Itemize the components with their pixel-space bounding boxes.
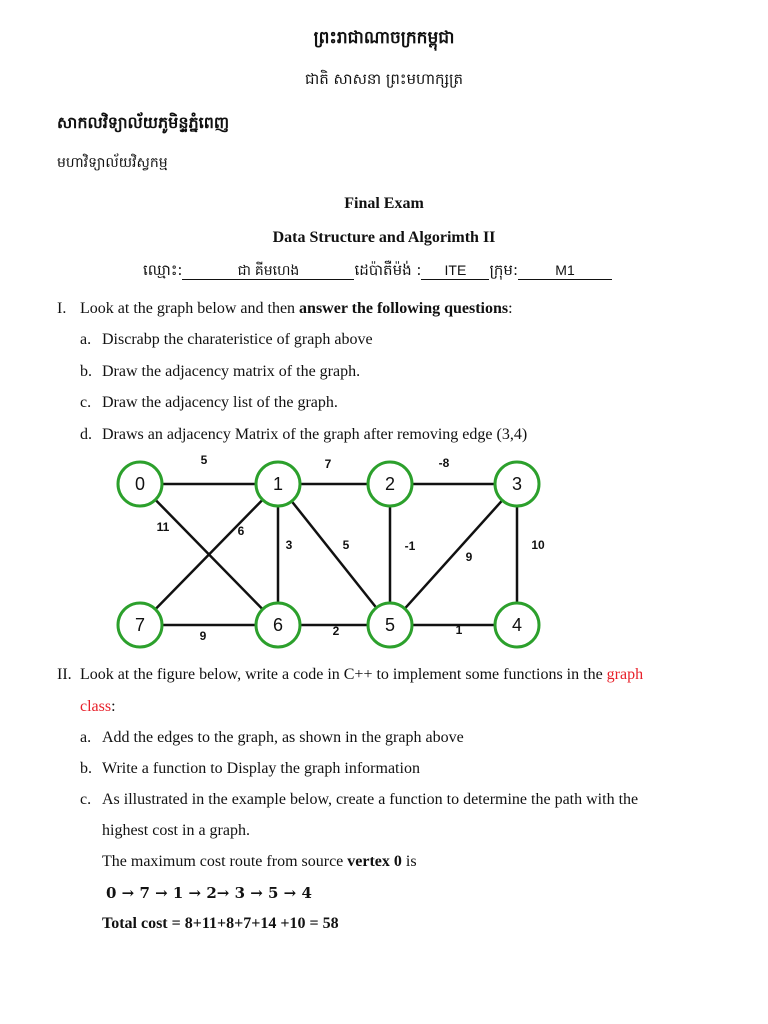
example-total-cost: Total cost = 8+11+8+7+14 +10 = 58 [102, 915, 339, 932]
node-label-3: 3 [511, 474, 523, 494]
edge-weight-3-4: 10 [531, 538, 545, 552]
graph-edge-3-5 [405, 500, 503, 608]
node-label-7: 7 [134, 615, 146, 635]
edge-weight-5-4: 1 [455, 623, 463, 637]
node-label-4: 4 [511, 615, 523, 635]
part1-item-d: Draws an adjacency Matrix of the graph after removing edge (3,4) [102, 426, 528, 443]
part2-item-a: Add the edges to the graph, as shown in the graph above [102, 729, 464, 746]
faculty-name: មហាវិទ្យាល័យវិស្វកម្ម [57, 155, 168, 171]
part1-item-b: Draw the adjacency matrix of the graph. [102, 363, 361, 380]
part1-item-c: Draw the adjacency list of the graph. [102, 394, 338, 411]
department-label: ដេប៉ាតឺម៉ង់ : [354, 261, 422, 279]
edge-weight-1-5: 5 [342, 538, 350, 552]
exam-subject: Data Structure and Algorimth II [272, 229, 496, 246]
example-path: 0 → 7 → 1 → 2→ 3 → 5 → 4 [106, 884, 312, 902]
node-label-2: 2 [384, 474, 396, 494]
part2-intro-line2 [80, 698, 116, 716]
edge-weight-6-5: 2 [332, 624, 340, 638]
university-name: សាកលវិទ្យាល័យភូមិន្ទភ្នំពេញ [57, 113, 230, 132]
part2-intro-end: : [111, 698, 116, 715]
kingdom-title: ព្រះរាជាណាចក្រកម្ពុជា [313, 28, 455, 48]
part1-item-d-letter: d. [80, 426, 92, 443]
part2-intro [80, 666, 643, 684]
exam-title: Final Exam [344, 195, 424, 212]
part2-item-b: Write a function to Display the graph information [102, 760, 420, 777]
edge-weight-0-6: 11 [156, 520, 170, 534]
part1-intro-bold: answer the following questions [299, 300, 509, 317]
part2-item-a-letter: a. [80, 729, 92, 746]
group-label: ក្រុម: [489, 261, 519, 279]
department-field: ITE [421, 261, 489, 280]
example-text: The maximum cost route from source [102, 853, 348, 870]
edge-weight-7-6: 9 [199, 629, 207, 643]
graph-edge-1-5 [292, 501, 377, 608]
part1-numeral: I. [57, 300, 67, 317]
example-end: is [401, 853, 417, 870]
part2-numeral: II. [57, 666, 72, 683]
part2-intro-graph: graph [606, 666, 644, 683]
node-label-6: 6 [272, 615, 284, 635]
edge-weight-2-3: -8 [438, 456, 450, 470]
example-sentence [102, 853, 417, 871]
node-label-5: 5 [384, 615, 396, 635]
edge-weight-1-6: 3 [285, 538, 293, 552]
part2-item-c-line2: highest cost in a graph. [102, 822, 250, 839]
group-field: M1 [518, 261, 612, 280]
part2-intro-text: Look at the figure below, write a code in C++ to implement some functions in the [80, 666, 607, 683]
motto: ជាតិ សាសនា ព្រះមហាក្សត្រ [304, 70, 464, 88]
part1-item-b-letter: b. [80, 363, 92, 380]
edge-weight-3-5: 9 [465, 550, 473, 564]
edge-weight-0-1: 5 [200, 453, 208, 467]
part2-item-c-letter: c. [80, 791, 92, 808]
name-label: ឈ្មោះ: [143, 261, 183, 279]
node-label-1: 1 [272, 474, 284, 494]
part2-item-c: As illustrated in the example below, create a function to determine the path with the [102, 791, 639, 808]
part2-item-b-letter: b. [80, 760, 92, 777]
edge-weight-2-5: -1 [404, 539, 416, 553]
example-vertex: vertex 0 [347, 853, 402, 870]
edge-weight-1-7: 6 [237, 524, 245, 538]
node-label-0: 0 [134, 474, 146, 494]
part1-intro-text: Look at the graph below and then [80, 300, 300, 317]
edge-weight-1-2: 7 [324, 457, 332, 471]
part1-item-a: Discrabp the charateristice of graph above [102, 331, 373, 348]
part1-item-c-letter: c. [80, 394, 92, 411]
part1-intro-end: : [508, 300, 513, 317]
name-field: ជា គីមហេង [182, 261, 354, 280]
part2-intro-class: class [80, 698, 112, 715]
part1-item-a-letter: a. [80, 331, 92, 348]
